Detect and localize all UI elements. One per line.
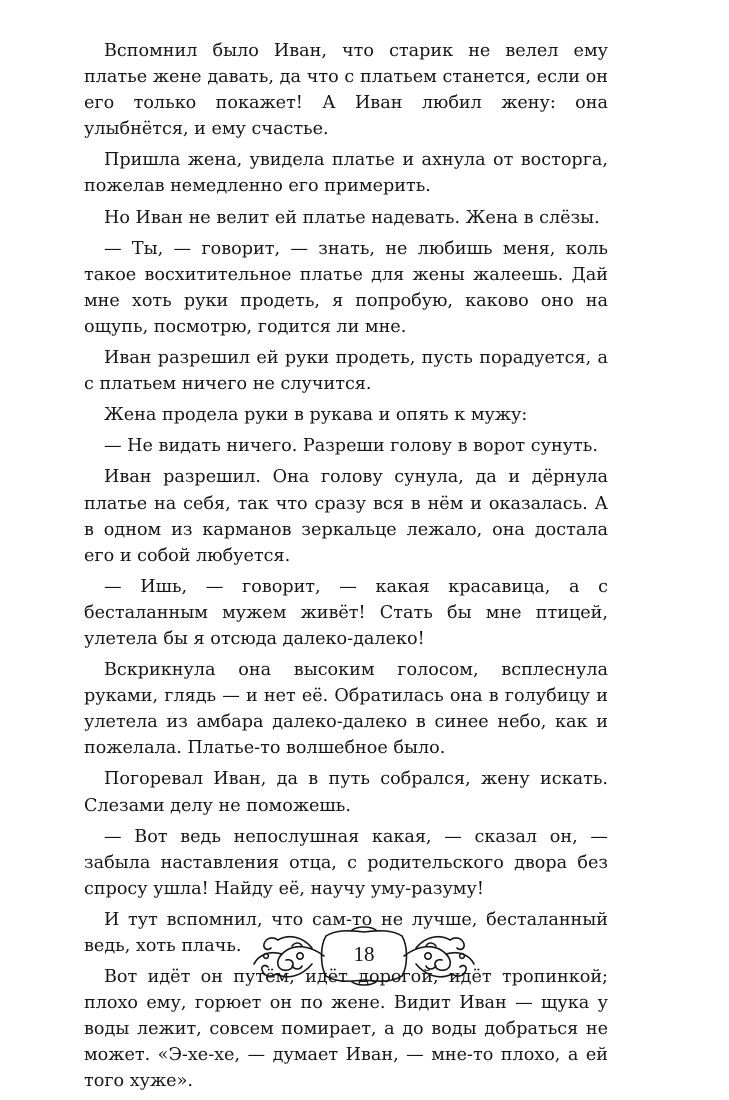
paragraph-8: Иван разрешил. Она голову сунула, да и дёрнула платье на себя, так что сразу вся в нём и оказалась. А в одном из карманов зеркальце лежало, она достала его и собой любуется. [84, 467, 608, 566]
paragraph-4: — Ты, — говорит, — знать, не любишь меня, коль такое восхитительное платье для жены жалеешь. Дай мне хоть руки продеть, я попробую, каково оно на ощупь, посмотрю, годится ли мне. [84, 238, 608, 337]
paragraph-12: — Вот ведь непослушная какая, — сказал он, — забыла наставления отца, с родительского двора без спросу ушла! Найду её, научу уму-разуму! [84, 826, 608, 899]
paragraph-1: Вспомнил было Иван, что старик не велел ему платье жене давать, да что с платьем станется, если он его только покажет! А Иван любил жену: она улыбнётся, и ему счастье. [84, 41, 608, 140]
paragraph-14: Вот идёт он путём, идёт дорогой, идёт тропинкой; плохо ему, горюет он по жене. Видит Иван — щука у воды лежит, совсем помирает, а до воды добраться не может. «Э-хе-хе, — думает Иван, — мне-то плохо, а ей того хуже». [84, 967, 608, 1092]
paragraph-3: Но Иван не велит ей платье надевать. Жена в слёзы. [104, 207, 600, 228]
paragraph-9: — Ишь, — говорит, — какая красавица, а с бесталанным мужем живёт! Стать бы мне птицей, улетела бы я отсюда далеко-далеко! [84, 576, 608, 649]
paragraph-11: Погоревал Иван, да в путь собрался, жену искать. Слезами делу не поможешь. [84, 769, 608, 816]
paragraph-7: — Не видать ничего. Разреши голову в ворот сунуть. [104, 436, 598, 457]
paragraph-2: Пришла жена, увидела платье и ахнула от восторга, пожелав немедленно его примерить. [84, 150, 608, 197]
paragraph-5: Иван разрешил ей руки продеть, пусть порадуется, а с платьем ничего не случится. [84, 348, 608, 395]
page-number: 18 [353, 941, 375, 966]
paragraph-6: Жена продела руки в рукава и опять к мужу: [104, 405, 528, 426]
paragraph-13: И тут вспомнил, что сам-то не лучше, бесталанный ведь, хоть плачь. [84, 909, 608, 956]
paragraph-10: Вскрикнула она высоким голосом, всплеснула руками, глядь — и нет её. Обратилась она в голубицу и улетела из амбара далеко-далеко в синее небо, как и пожелала. Платье-то волшебное было. [84, 660, 608, 759]
